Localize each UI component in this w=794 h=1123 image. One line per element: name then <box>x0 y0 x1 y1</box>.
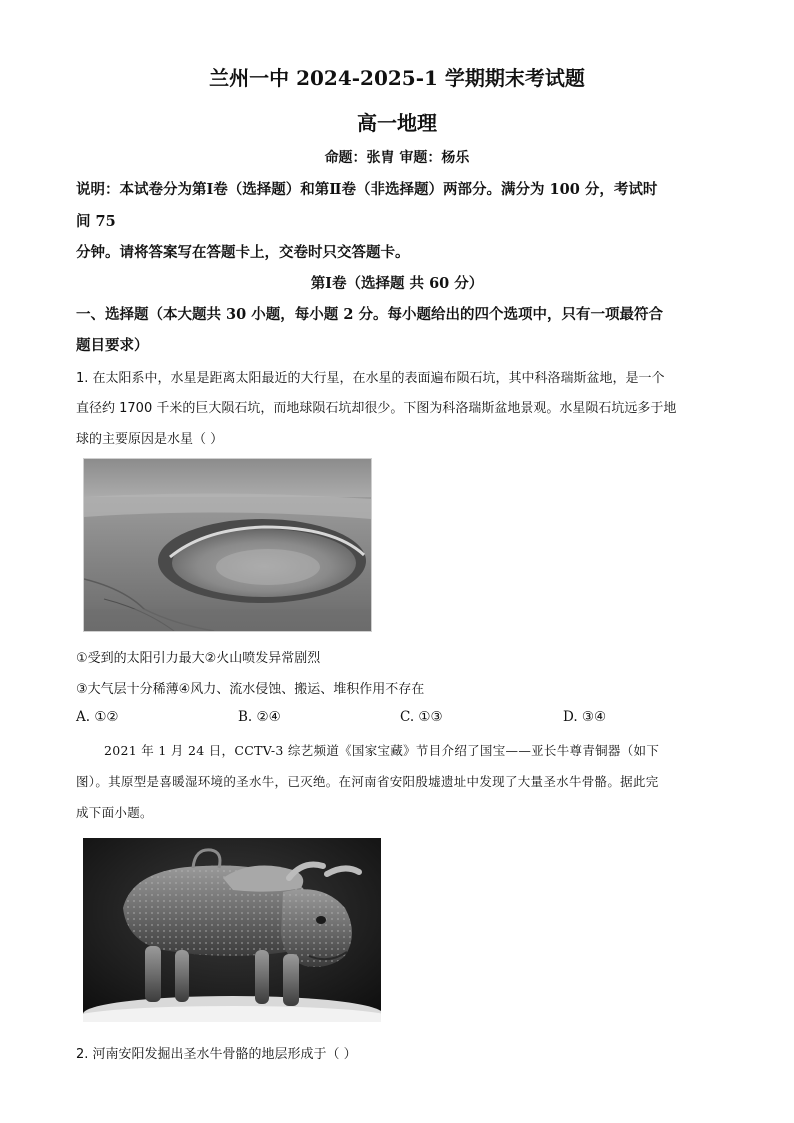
part-one-heading: 第Ⅰ卷（选择题 共 60 分） <box>310 275 484 292</box>
section-intro-line-1: 一、选择题（本大题共 30 小题，每小题 2 分。每小题给出的四个选项中，只有一项最符合 <box>76 306 663 323</box>
instructions-line-2: 间 75 <box>76 213 116 230</box>
subject-title: 高一地理 <box>357 111 437 135</box>
question-1-line-3: 球的主要原因是水星（ ） <box>76 432 224 447</box>
instructions-line-3: 分钟。请将答案写在答题卡上，交卷时只交答题卡。 <box>76 244 410 261</box>
question-1-option-a[interactable]: A. ①② <box>76 709 119 725</box>
question-1-statements-1: ①受到的太阳引力最大②火山喷发异常剧烈 <box>76 651 321 666</box>
question-1-line-1: 1. 在太阳系中，水星是距离太阳最近的大行星，在水星的表面遍布陨石坑，其中科洛瑞斯盆地，是一个 <box>76 371 665 386</box>
question-1-option-b[interactable]: B. ②④ <box>238 709 281 725</box>
passage-line-2: 图）。其原型是喜暖湿环境的圣水牛，已灭绝。在河南省安阳殷墟遗址中发现了大量圣水牛骨骼。据此完 <box>76 774 659 789</box>
question-1-statements-2: ③大气层十分稀薄④风力、流水侵蚀、搬运、堆积作用不存在 <box>76 682 425 697</box>
passage-line-1: 2021 年 1 月 24 日，CCTV-3 综艺频道《国家宝藏》节目介绍了国宝——亚长牛尊青铜器（如下 <box>104 743 660 758</box>
question-1-option-d[interactable]: D. ③④ <box>563 709 607 725</box>
authors-line: 命题：张胄 审题：杨乐 <box>324 150 470 166</box>
exam-title: 兰州一中 2024-2025-1 学期期末考试题 <box>209 66 585 90</box>
section-intro-line-2: 题目要求） <box>76 337 149 354</box>
question-1-line-2: 直径约 1700 千米的巨大陨石坑，而地球陨石坑却很少。下图为科洛瑞斯盆地景观。水星陨石坑远多于地 <box>76 401 677 416</box>
question-2-line-1: 2. 河南安阳发掘出圣水牛骨骼的地层形成于（ ） <box>76 1047 357 1062</box>
crater-photo <box>83 458 372 632</box>
bronze-ox-photo <box>83 838 381 1022</box>
passage-line-3: 成下面小题。 <box>76 805 153 820</box>
instructions-line-1: 说明：本试卷分为第Ⅰ卷（选择题）和第Ⅱ卷（非选择题）两部分。满分为 100 分，考试时 <box>76 181 658 198</box>
question-1-option-c[interactable]: C. ①③ <box>400 709 443 725</box>
